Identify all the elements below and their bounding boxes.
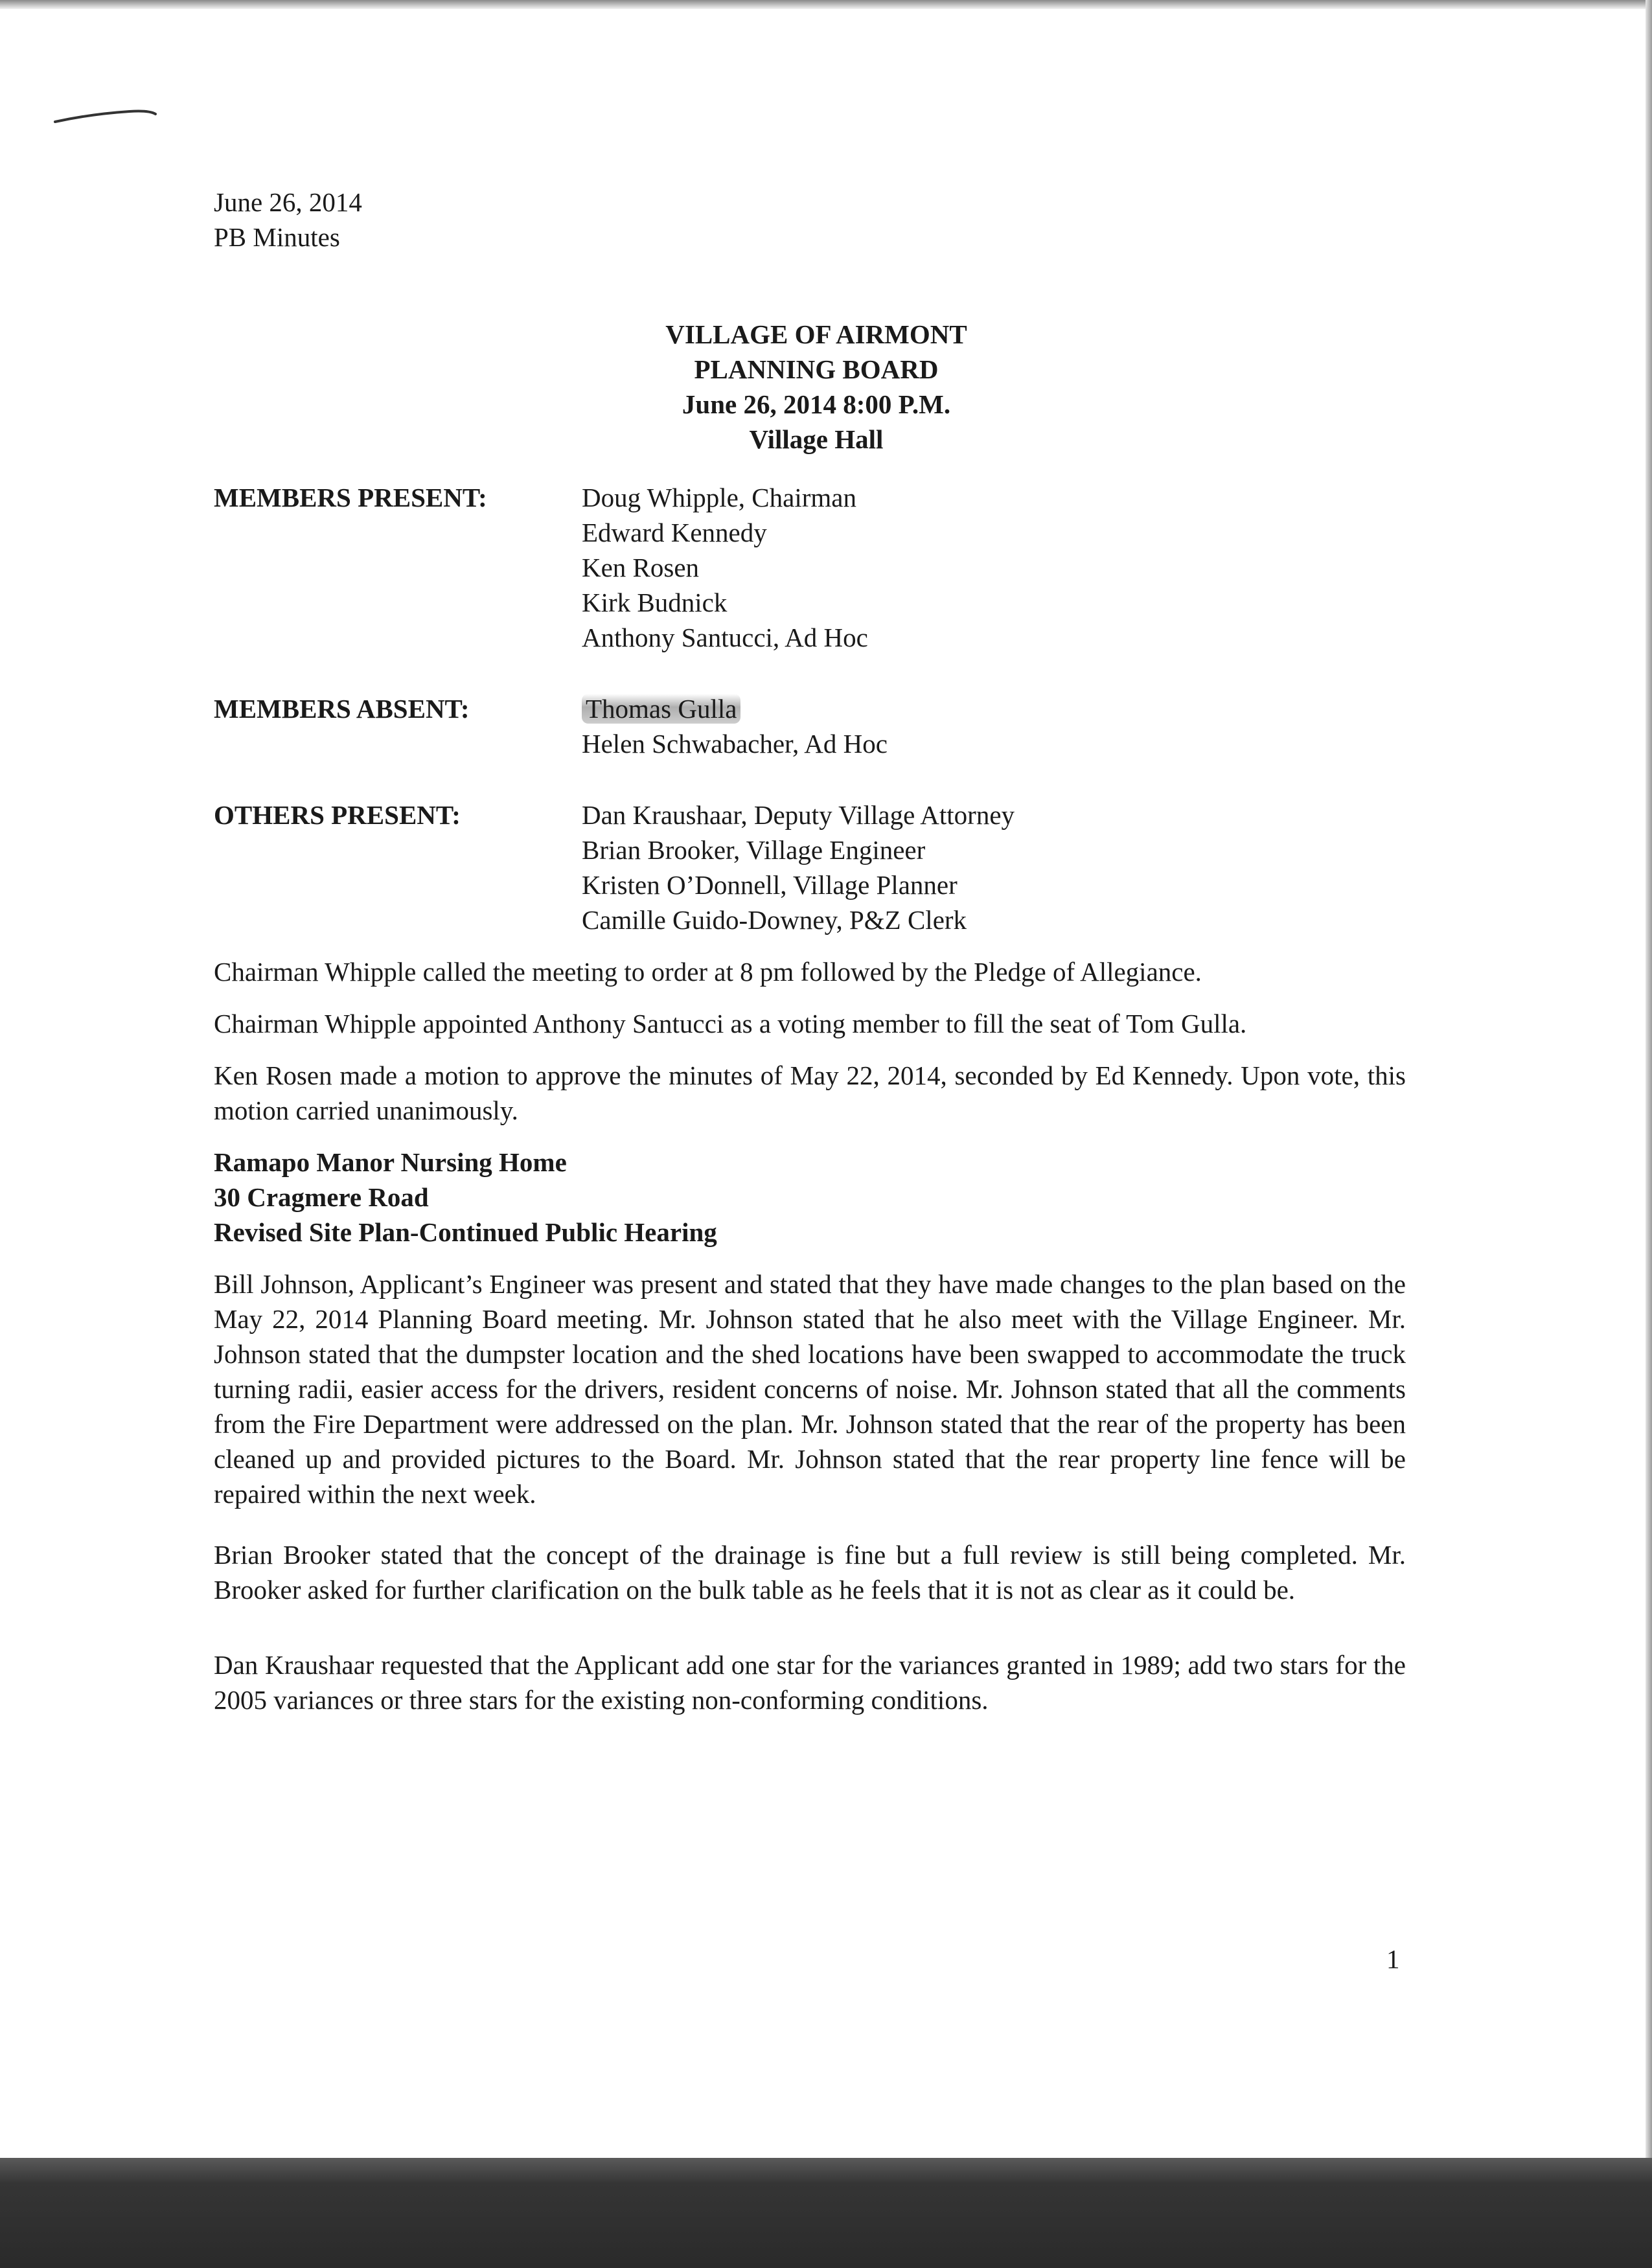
member-absent-name — [582, 691, 888, 726]
section-heading-address: 30 Cragmere Road — [214, 1182, 429, 1212]
page-number: 1 — [1386, 1944, 1400, 1974]
section-heading-subject: Revised Site Plan-Continued Public Hearing — [214, 1217, 717, 1247]
section-heading-name: Ramapo Manor Nursing Home — [214, 1147, 567, 1177]
members-present-row — [214, 480, 1406, 655]
paragraph-attorney-request: Dan Kraushaar requested that the Applicant add one star for the variances granted in 1989; add two stars for the 2005 variances or three stars for the existing non-conforming conditions. — [214, 1650, 1406, 1715]
other-present-name: Brian Brooker, Village Engineer — [582, 835, 926, 865]
members-present-list — [582, 480, 868, 655]
scan-bottom-edge — [0, 2158, 1652, 2268]
member-present-name: Kirk Budnick — [582, 588, 728, 617]
member-present-name: Edward Kennedy — [582, 518, 767, 547]
document-header — [214, 185, 1406, 255]
scan-right-edge — [1646, 0, 1652, 2268]
member-present-name: Doug Whipple, Chairman — [582, 483, 856, 512]
other-present-name: Dan Kraushaar, Deputy Village Attorney — [582, 800, 1015, 830]
others-present-list — [582, 797, 1015, 937]
members-present-label: MEMBERS PRESENT: — [214, 483, 487, 512]
other-present-name: Kristen O’Donnell, Village Planner — [582, 870, 958, 900]
member-absent-name: Helen Schwabacher, Ad Hoc — [582, 729, 888, 759]
members-absent-list — [582, 691, 888, 761]
title-block — [227, 317, 1406, 457]
members-absent-label: MEMBERS ABSENT: — [214, 694, 470, 724]
paragraph-minutes-approval: Ken Rosen made a motion to approve the minutes of May 22, 2014, seconded by Ed Kennedy. Upon vote, this motion carried unanimously. — [214, 1060, 1406, 1125]
title-village: VILLAGE OF AIRMONT — [665, 319, 967, 349]
other-present-name: Camille Guido-Downey, P&Z Clerk — [582, 905, 967, 935]
pen-mark — [52, 102, 162, 128]
section-heading — [214, 1145, 1406, 1250]
paragraph-appointment: Chairman Whipple appointed Anthony Santucci as a voting member to fill the seat of Tom Gulla. — [214, 1009, 1247, 1038]
paragraph-applicant-engineer: Bill Johnson, Applicant’s Engineer was present and stated that they have made changes to the plan based on the May 22, 2014 Planning Board meeting. Mr. Johnson stated that he also meet with the Village Engineer. Mr. Johnson stated that the dumpster location and the shed locations have been swapped to accommodate the truck turning radii, easier access for the drivers, resident concerns of noise. Mr. Johnson stated that all the comments from the Fire Department were addressed on the plan. Mr. Johnson stated that the rear of the property has been cleaned up and provided pictures to the Board. Mr. Johnson stated that the rear property line fence will be repaired within the next week. — [214, 1269, 1406, 1509]
header-doc-type: PB Minutes — [214, 222, 340, 252]
member-present-name: Anthony Santucci, Ad Hoc — [582, 623, 868, 652]
member-present-name: Ken Rosen — [582, 553, 700, 582]
title-board: PLANNING BOARD — [694, 354, 939, 384]
title-location: Village Hall — [749, 424, 884, 454]
title-datetime: June 26, 2014 8:00 P.M. — [682, 389, 951, 419]
others-present-row — [214, 797, 1406, 937]
others-present-label: OTHERS PRESENT: — [214, 800, 461, 830]
minutes-document — [214, 185, 1406, 1717]
members-absent-row — [214, 691, 1406, 761]
highlighted-name: Thomas Gulla — [582, 694, 740, 724]
attendance-section — [214, 480, 1406, 937]
scan-top-edge — [0, 0, 1652, 9]
paragraph-village-engineer: Brian Brooker stated that the concept of the drainage is fine but a full review is still being completed. Mr. Brooker asked for further clarification on the bulk table as he feels that it is not as clear as it could be. — [214, 1540, 1406, 1605]
paragraph-call-to-order: Chairman Whipple called the meeting to order at 8 pm followed by the Pledge of Allegiance. — [214, 957, 1202, 987]
header-date: June 26, 2014 — [214, 187, 362, 217]
